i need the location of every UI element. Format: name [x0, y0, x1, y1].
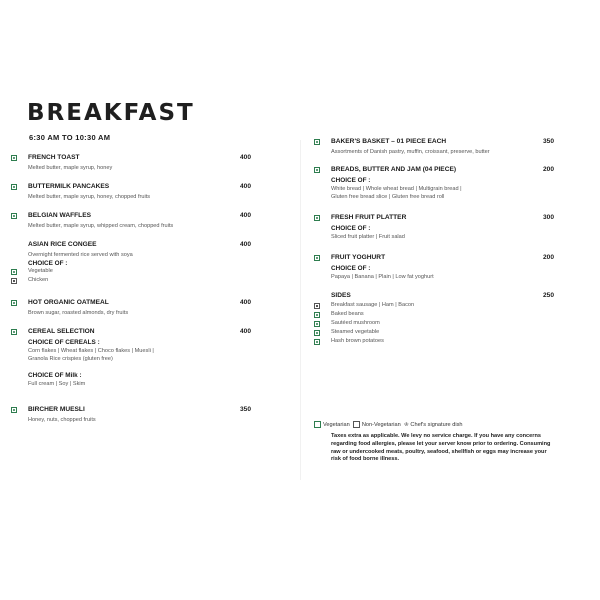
veg-icon	[11, 155, 17, 161]
choice-label: CHOICE OF CEREALS :	[28, 339, 100, 346]
menu-item	[11, 299, 251, 317]
legend-veg: Vegetarian	[323, 421, 350, 428]
page-divider	[300, 140, 301, 480]
menu-item	[11, 154, 251, 172]
option-text: Breakfast sausage | Ham | Bacon	[331, 302, 415, 308]
item-description: Granola Rice crispies (gluten free)	[28, 356, 113, 362]
item-name: BAKER'S BASKET – 01 PIECE EACH	[331, 138, 447, 145]
veg-icon	[314, 255, 320, 261]
item-price: 200	[542, 166, 554, 173]
veg-icon	[11, 329, 17, 335]
item-name: ASIAN RICE CONGEE	[28, 241, 97, 248]
item-price: 350	[239, 406, 251, 413]
menu-hours: 6:30 AM TO 10:30 AM	[29, 133, 111, 142]
disclaimer	[331, 433, 586, 464]
item-description: Full cream | Soy | Skim	[28, 381, 86, 387]
veg-icon	[314, 330, 320, 336]
veg-icon	[314, 312, 320, 318]
nonveg-icon	[11, 278, 17, 284]
item-name: SIDES	[331, 292, 351, 299]
item-description: Assortments of Danish pastry, muffin, croissant, preserve, butter	[331, 149, 490, 155]
option-text: Baked beans	[331, 311, 364, 317]
choice-label: CHOICE OF :	[28, 260, 68, 267]
menu-item	[314, 138, 554, 156]
item-description: Honey, nuts, chopped fruits	[28, 417, 96, 423]
item-name: BELGIAN WAFFLES	[28, 212, 92, 219]
option-text: Vegetable	[28, 268, 53, 274]
item-description: Gluten free bread slice | Gluten free bread roll	[331, 194, 445, 200]
item-description: Melted butter, maple syrup, honey, chopped fruits	[28, 194, 151, 200]
nonveg-icon	[353, 421, 360, 428]
item-description: Papaya | Banana | Plain | Low fat yoghurt	[331, 274, 434, 280]
item-price: 300	[542, 214, 554, 221]
veg-icon	[314, 215, 320, 221]
veg-icon	[314, 167, 320, 173]
item-price: 400	[239, 241, 251, 248]
menu-item	[314, 166, 554, 201]
item-price: 400	[239, 328, 251, 335]
veg-icon	[11, 213, 17, 219]
item-description: Melted butter, maple syrup, whipped cream, chopped fruits	[28, 223, 174, 229]
choice-label: CHOICE OF Milk :	[28, 372, 82, 379]
item-name: FRENCH TOAST	[28, 154, 80, 161]
menu-item	[11, 183, 251, 201]
disclaimer-line: Taxes extra as applicable. We levy no service charge. If you have any concerns	[331, 433, 541, 439]
item-price: 400	[239, 212, 251, 219]
item-description: Corn flakes | Wheat flakes | Choco flakes | Muesli |	[28, 348, 154, 354]
chef-hat-icon: ♔	[403, 421, 409, 428]
disclaimer-line: risk of food borne illness.	[331, 456, 400, 463]
menu-item	[11, 212, 251, 230]
menu-item	[11, 406, 251, 424]
choice-label: CHOICE OF :	[331, 225, 371, 232]
item-description: Brown sugar, roasted almonds, dry fruits	[28, 310, 129, 316]
option-text: Hash brown potatoes	[331, 338, 384, 344]
item-name: BIRCHER MUESLI	[28, 406, 85, 413]
veg-icon	[314, 339, 320, 345]
menu-item	[314, 292, 554, 347]
menu-title: BREAKFAST	[27, 100, 195, 126]
option-text: Chicken	[28, 277, 49, 283]
item-price: 400	[239, 299, 251, 306]
legend-chef: Chef's signature dish	[410, 421, 463, 428]
item-price: 400	[239, 183, 251, 190]
menu-item	[11, 241, 251, 286]
veg-icon	[314, 321, 320, 327]
menu-item	[314, 214, 554, 241]
option-text: Sautéed mushroom	[331, 320, 380, 326]
veg-icon	[11, 407, 17, 413]
menu-item	[11, 328, 251, 388]
item-price: 400	[239, 154, 251, 161]
veg-icon	[11, 269, 17, 275]
disclaimer-line: raw or undercooked meats, poultry, seafood, shellfish or eggs may increase your	[331, 448, 547, 455]
item-name: CEREAL SELECTION	[28, 328, 95, 335]
item-description: Overnight fermented rice served with soya	[28, 252, 133, 258]
legend-nonveg: Non-Vegetarian	[361, 421, 401, 428]
disclaimer-line: regarding food allergies, please let your server know prior to ordering. Consuming	[331, 440, 551, 447]
option-text: Steamed vegetable	[331, 329, 380, 335]
item-price: 200	[542, 254, 554, 261]
item-description: White bread | Whole wheat bread | Multigrain bread |	[331, 186, 462, 192]
item-name: BUTTERMILK PANCAKES	[28, 183, 110, 190]
item-description: Melted butter, maple syrup, honey	[28, 165, 113, 171]
item-price: 350	[542, 138, 554, 145]
choice-label: CHOICE OF :	[331, 177, 371, 184]
item-description: Sliced fruit platter | Fruit salad	[331, 234, 405, 240]
choice-label: CHOICE OF :	[331, 265, 371, 272]
veg-icon	[314, 139, 320, 145]
veg-icon	[11, 300, 17, 306]
item-name: BREADS, BUTTER AND JAM (04 PIECE)	[331, 166, 457, 173]
item-name: FRESH FRUIT PLATTER	[331, 214, 407, 221]
veg-icon	[314, 421, 321, 428]
item-name: HOT ORGANIC OATMEAL	[28, 299, 109, 306]
nonveg-icon	[314, 303, 320, 309]
legend	[314, 421, 462, 428]
item-price: 250	[542, 292, 554, 299]
veg-icon	[11, 184, 17, 190]
menu-item	[314, 254, 554, 281]
item-name: FRUIT YOGHURT	[331, 254, 386, 261]
